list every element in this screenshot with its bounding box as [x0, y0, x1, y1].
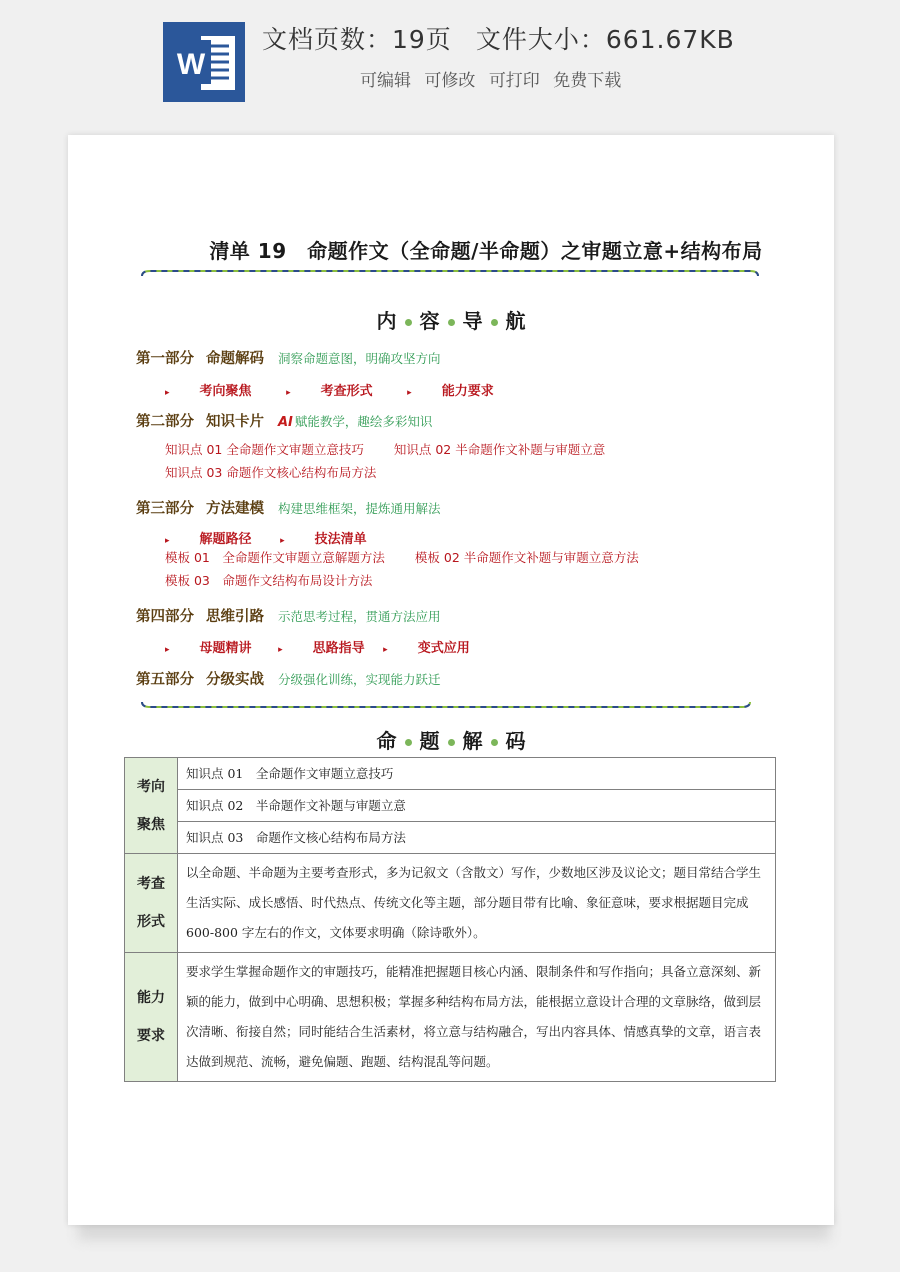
section-title-char: 码	[505, 729, 526, 753]
feature-modifiable: 可修改	[424, 71, 476, 91]
table-row	[125, 822, 776, 854]
triangle-icon: ▸	[165, 536, 170, 546]
triangle-icon: ▸	[278, 645, 283, 655]
part-1	[136, 347, 441, 368]
file-size: 文件大小：661.67KB	[475, 25, 735, 54]
part-4	[136, 605, 441, 626]
knowledge-item[interactable]: 知识点 02 半命题作文补题与审题立意	[393, 442, 606, 457]
focus-head: 考向 聚焦	[125, 758, 178, 854]
nav-title-char: 导	[462, 309, 483, 333]
part-desc: 洞察命题意图，明确攻坚方向	[278, 351, 441, 366]
part-desc: 示范思考过程，贯通方法应用	[278, 609, 441, 624]
part-title: 知识卡片	[206, 414, 264, 430]
part-3	[136, 497, 441, 518]
knowledge-item[interactable]: 知识点 01 全命题作文审题立意技巧	[165, 442, 364, 457]
part-title: 思维引路	[206, 609, 264, 625]
nav-title	[68, 305, 834, 334]
ability-text: 要求学生掌握命题作文的审题技巧，能精准把握题目核心内涵、限制条件和写作指向；具备立意深刻、新颖的能力，做到中心明确、思想积极；掌握多种结构布局方法，能根据立意设计合理的文章脉络，做到层次清晰、衔接自然；同时能结合生活素材，将立意与结构融合，写出内容具体、情感真挚的文章，语言表达做到规范、流畅，避免偏题、跑题、结构混乱等问题。	[178, 953, 776, 1082]
sub-item[interactable]: ▸ 变式应用	[383, 641, 470, 656]
template-item[interactable]: 模板 03 命题作文结构布局设计方法	[165, 573, 373, 588]
part-2	[136, 410, 432, 431]
feature-list	[360, 66, 629, 91]
part-desc: 分级强化训练，实现能力跃迁	[278, 672, 441, 687]
svg-text:W: W	[176, 48, 206, 81]
download-banner	[0, 0, 900, 120]
feature-printable: 可打印	[488, 71, 540, 91]
sub-item[interactable]: ▸ 考查形式	[286, 384, 373, 399]
nav-title-char: 容	[419, 309, 440, 333]
part-title: 分级实战	[206, 672, 264, 688]
part-name: 第三部分	[136, 501, 194, 517]
knowledge-item[interactable]: 知识点 03 命题作文核心结构布局方法	[165, 465, 377, 480]
divider-top	[140, 269, 760, 277]
feature-free-download: 免费下载	[553, 71, 622, 91]
part-1-subs	[165, 380, 524, 399]
dot-icon	[491, 739, 498, 746]
feature-editable: 可编辑	[360, 71, 411, 91]
dot-icon	[448, 739, 455, 746]
part-title: 方法建模	[206, 501, 264, 517]
divider-bottom	[140, 701, 752, 709]
part-desc: 赋能教学，趣绘多彩知识	[294, 414, 433, 429]
section-title	[68, 725, 834, 754]
part-name: 第一部分	[136, 351, 194, 367]
focus-item: 知识点 01 全命题作文审题立意技巧	[178, 758, 776, 790]
triangle-icon: ▸	[286, 388, 291, 398]
nav-title-char: 航	[505, 309, 526, 333]
part-3-items-row1	[165, 548, 669, 566]
table-row	[125, 854, 776, 953]
table-row	[125, 758, 776, 790]
sub-item[interactable]: ▸ 解题路径	[165, 532, 252, 547]
ability-head: 能力 要求	[125, 953, 178, 1082]
document-title: 清单 19 命题作文（全命题/半命题）之审题立意+结构布局	[209, 239, 763, 263]
triangle-icon: ▸	[165, 645, 170, 655]
dot-icon	[405, 739, 412, 746]
part-4-subs	[165, 637, 500, 656]
word-document-icon	[163, 22, 245, 102]
page-count: 文档页数：19页	[262, 25, 452, 54]
file-info	[262, 20, 759, 56]
template-item[interactable]: 模板 02 半命题作文补题与审题立意方法	[414, 550, 639, 565]
document-page	[68, 135, 834, 1225]
part-2-items-row1	[165, 440, 635, 458]
nav-title-char: 内	[376, 309, 397, 333]
part-desc: 构建思维框架，提炼通用解法	[278, 501, 441, 516]
sub-item[interactable]: ▸ 母题精讲	[165, 641, 252, 656]
focus-item: 知识点 02 半命题作文补题与审题立意	[178, 790, 776, 822]
ai-label: AI	[278, 415, 293, 430]
sub-item[interactable]: ▸ 技法清单	[280, 532, 367, 547]
section-title-char: 解	[462, 729, 483, 753]
part-name: 第五部分	[136, 672, 194, 688]
sub-item[interactable]: ▸ 思路指导	[278, 641, 365, 656]
template-item[interactable]: 模板 01 全命题作文审题立意解题方法	[165, 550, 385, 565]
table-row	[125, 953, 776, 1082]
dot-icon	[405, 319, 412, 326]
form-text: 以全命题、半命题为主要考查形式，多为记叙文（含散文）写作，少数地区涉及议论文；题目常结合学生生活实际、成长感悟、时代热点、传统文化等主题，部分题目带有比喻、象征意味，要求根据题目完成 600-800 字左右的作文，文体要求明确（除诗歌外）。	[178, 854, 776, 953]
part-name: 第二部分	[136, 414, 194, 430]
table-row	[125, 790, 776, 822]
dot-icon	[491, 319, 498, 326]
section-title-char: 命	[376, 729, 397, 753]
part-3-subs	[165, 528, 397, 547]
dot-icon	[448, 319, 455, 326]
sub-item[interactable]: ▸ 考向聚焦	[165, 384, 252, 399]
part-2-items-row2	[165, 463, 406, 481]
focus-item: 知识点 03 命题作文核心结构布局方法	[178, 822, 776, 854]
decode-table	[124, 757, 776, 1082]
triangle-icon: ▸	[407, 388, 412, 398]
part-title: 命题解码	[206, 351, 264, 367]
form-head: 考查 形式	[125, 854, 178, 953]
part-5	[136, 668, 441, 689]
part-3-items-row2	[165, 571, 402, 589]
triangle-icon: ▸	[280, 536, 285, 546]
sub-item[interactable]: ▸ 能力要求	[407, 384, 494, 399]
section-title-char: 题	[419, 729, 440, 753]
part-name: 第四部分	[136, 609, 194, 625]
triangle-icon: ▸	[383, 645, 388, 655]
triangle-icon: ▸	[165, 388, 170, 398]
